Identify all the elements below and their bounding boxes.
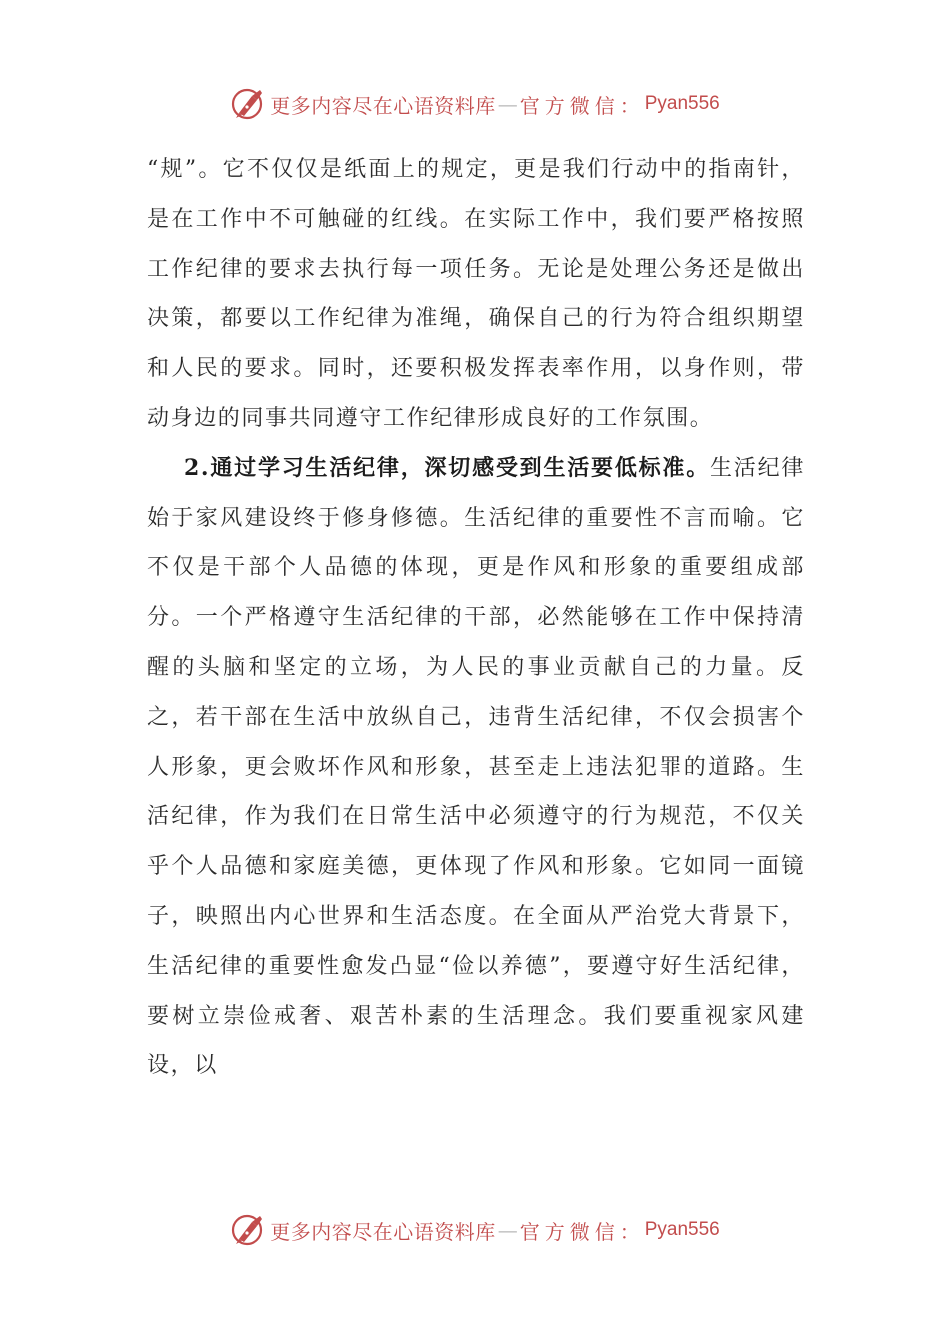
footer-banner: [0, 1210, 950, 1250]
header-banner: [0, 84, 950, 124]
header-title: 更多内容尽在心语资料库: [270, 93, 496, 118]
footer-subtitle: 官方微信：: [519, 1219, 645, 1244]
footer-wechat-id: Pyan556: [644, 1219, 720, 1240]
paragraph-1: “规”。它不仅仅是纸面上的规定，更是我们行动中的指南针，是在工作中不可触碰的红线。在实际工作中，我们要严格按照工作纪律的要求去执行每一项任务。无论是处理公务还是做出决策，都要以工作纪律为准绳，确保自己的行为符合组织期望和人民的要求。同时，还要积极发挥表率作用，以身作则，带动身边的同事共同遵守工作纪律形成良好的工作氛围。: [147, 157, 805, 431]
paragraph-2-heading: 2.通过学习生活纪律，深切感受到生活要低标准。: [184, 454, 711, 481]
footer-title: 更多内容尽在心语资料库: [270, 1219, 496, 1244]
paragraph-2: [147, 444, 805, 1091]
document-body: [147, 145, 805, 1091]
header-wechat-id: Pyan556: [644, 93, 720, 114]
footer-separator: —: [497, 1218, 518, 1242]
pen-nib-circle-icon: [230, 1212, 266, 1248]
paragraph-2-text: 生活纪律始于家风建设终于修身修德。生活纪律的重要性不言而喻。它不仅是干部个人品德的体现，更是作风和形象的重要组成部分。一个严格遵守生活纪律的干部，必然能够在工作中保持清醒的头脑和坚定的立场，为人民的事业贡献自己的力量。反之，若干部在生活中放纵自己，违背生活纪律，不仅会损害个人形象，更会败坏作风和形象，甚至走上违法犯罪的道路。生活纪律，作为我们在日常生活中必须遵守的行为规范，不仅关乎个人品德和家庭美德，更体现了作风和形象。它如同一面镜子，映照出内心世界和生活态度。在全面从严治党大背景下，生活纪律的重要性愈发凸显“俭以养德”，要遵守好生活纪律，要树立崇俭戒奢、艰苦朴素的生活理念。我们要重视家风建设，以: [147, 455, 805, 1079]
header-separator: —: [497, 92, 518, 116]
header-subtitle: 官方微信：: [519, 93, 645, 118]
pen-nib-circle-icon: [230, 86, 266, 122]
